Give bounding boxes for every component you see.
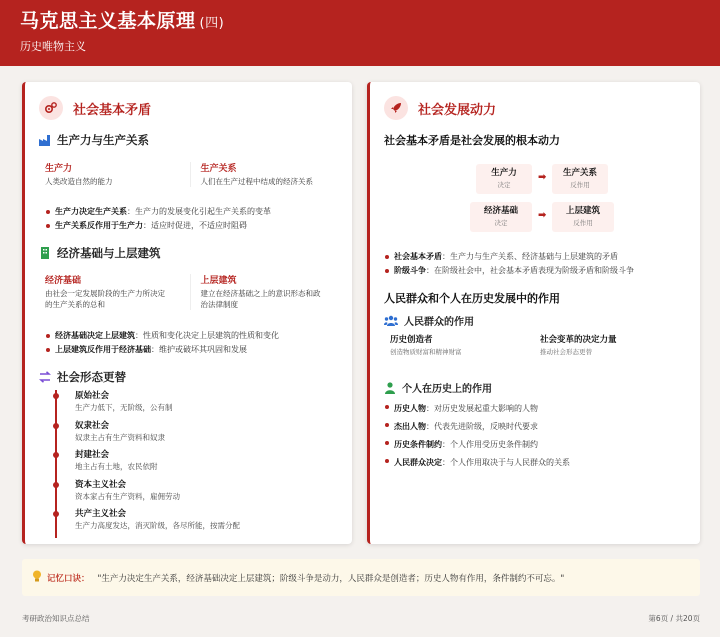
factory-icon [39,134,51,146]
definition-item: 经济基础 由社会一定发展阶段的生产力所决定 的生产关系的总和 [45,276,165,309]
timeline-item: 原始社会 生产力低下，无阶级，公有制 [75,390,345,420]
list-item: 经济基础决定上层建筑：性质和变化决定上层建筑的性质和变化 [45,329,279,343]
role-item: 社会变革的决定力量 推动社会形态更替 [540,335,617,356]
list-item: 杰出人物：代表先进阶级，反映时代要求 [384,418,570,436]
definition-item: 生产关系 人们在生产过程中结成的经济关系 [190,162,346,187]
card-head [39,96,151,120]
timeline-item: 奴隶社会 奴隶主占有生产资料和奴隶 [75,420,345,450]
card-title: 社会基本矛盾 [73,102,152,118]
page-subtitle: 历史唯物主义 [20,40,86,53]
flow-node-superstructure: 上层建筑 反作用 [552,202,614,232]
bullet-list [45,205,271,233]
masses-roles [390,333,690,358]
person-icon [384,382,396,394]
subsection-title-masses: 人民群众的作用 [384,313,474,328]
definition-pair [45,162,345,187]
title-suffix: (四) [199,16,225,31]
list-item: 阶级斗争：在阶级社会中，社会基本矛盾表现为阶级矛盾和阶级斗争 [384,264,634,278]
timeline-item: 共产主义社会 生产力高度发达，消灭阶级，各尽所能，按需分配 [75,508,345,538]
gears-icon [39,96,63,120]
memory-tip [22,559,700,596]
rocket-icon [384,96,408,120]
footer-title: 考研政治知识点总结 [22,614,90,623]
users-icon [384,315,398,327]
flow-node-relations: 生产关系 反作用 [552,164,608,194]
list-item: 历史条件制约：个人作用受历史条件制约 [384,436,570,454]
timeline-item: 资本主义社会 资本家占有生产资料，雇佣劳动 [75,479,345,509]
bullet-list [384,250,634,278]
flow-node-productivity: 生产力 决定 [476,164,532,194]
definition-item: 上层建筑 建立在经济基础之上的意识形态和政 治法律制度 [190,274,346,310]
memory-tip-text: "生产力决定生产关系，经济基础决定上层建筑；阶级斗争是动力，人民群众是创造者；历史人物有作用，条件制约不可忘。" [97,573,565,584]
list-item: 生产关系反作用于生产力：适应时促进，不适应时阻碍 [45,219,271,233]
subsection-title-individual: 个人在历史上的作用 [384,380,492,395]
section-title-masses: 人民群众和个人在历史发展中的作用 [384,292,560,305]
card-head [384,96,496,120]
memory-tip-label: 记忆口诀： [47,573,90,584]
card-title: 社会发展动力 [418,102,497,118]
section-title-formation: 社会形态更替 [39,369,126,385]
bullet-list [45,329,279,357]
lightbulb-icon [32,570,42,585]
role-item: 历史创造者 创造物质财富和精神财富 [390,335,462,356]
section-title-root-force: 社会基本矛盾是社会发展的根本动力 [384,134,560,147]
list-item: 社会基本矛盾：生产力与生产关系、经济基础与上层建筑的矛盾 [384,250,634,264]
section-title-base: 经济基础与上层建筑 [39,245,161,261]
building-icon [39,247,51,259]
exchange-icon [39,371,51,383]
card-social-development [367,82,700,544]
definition-item: 生产力 人类改造自然的能力 [45,164,113,186]
list-item: 上层建筑反作用于经济基础：维护或破坏其巩固和发展 [45,343,279,357]
definition-pair [45,274,345,310]
list-item: 人民群众决定：个人作用取决于与人民群众的关系 [384,454,570,472]
list-item: 生产力决定生产关系：生产力的发展变化引起生产关系的变革 [45,205,271,219]
page-header [0,0,720,66]
timeline-item: 封建社会 地主占有土地，农民依附 [75,449,345,479]
society-timeline [55,390,345,538]
arrow-right-icon: ➡ [538,210,547,221]
flow-node-economic-base: 经济基础 决定 [470,202,532,232]
arrow-right-icon: ➡ [538,172,547,183]
card-basic-contradiction [22,82,352,544]
page-number: 第6页 / 共20页 [648,614,700,623]
list-item: 历史人物：对历史发展起重大影响的人物 [384,400,570,418]
section-title-productivity: 生产力与生产关系 [39,132,149,148]
bullet-list [384,400,570,472]
page-title: 马克思主义基本原理 (四) [20,10,225,32]
